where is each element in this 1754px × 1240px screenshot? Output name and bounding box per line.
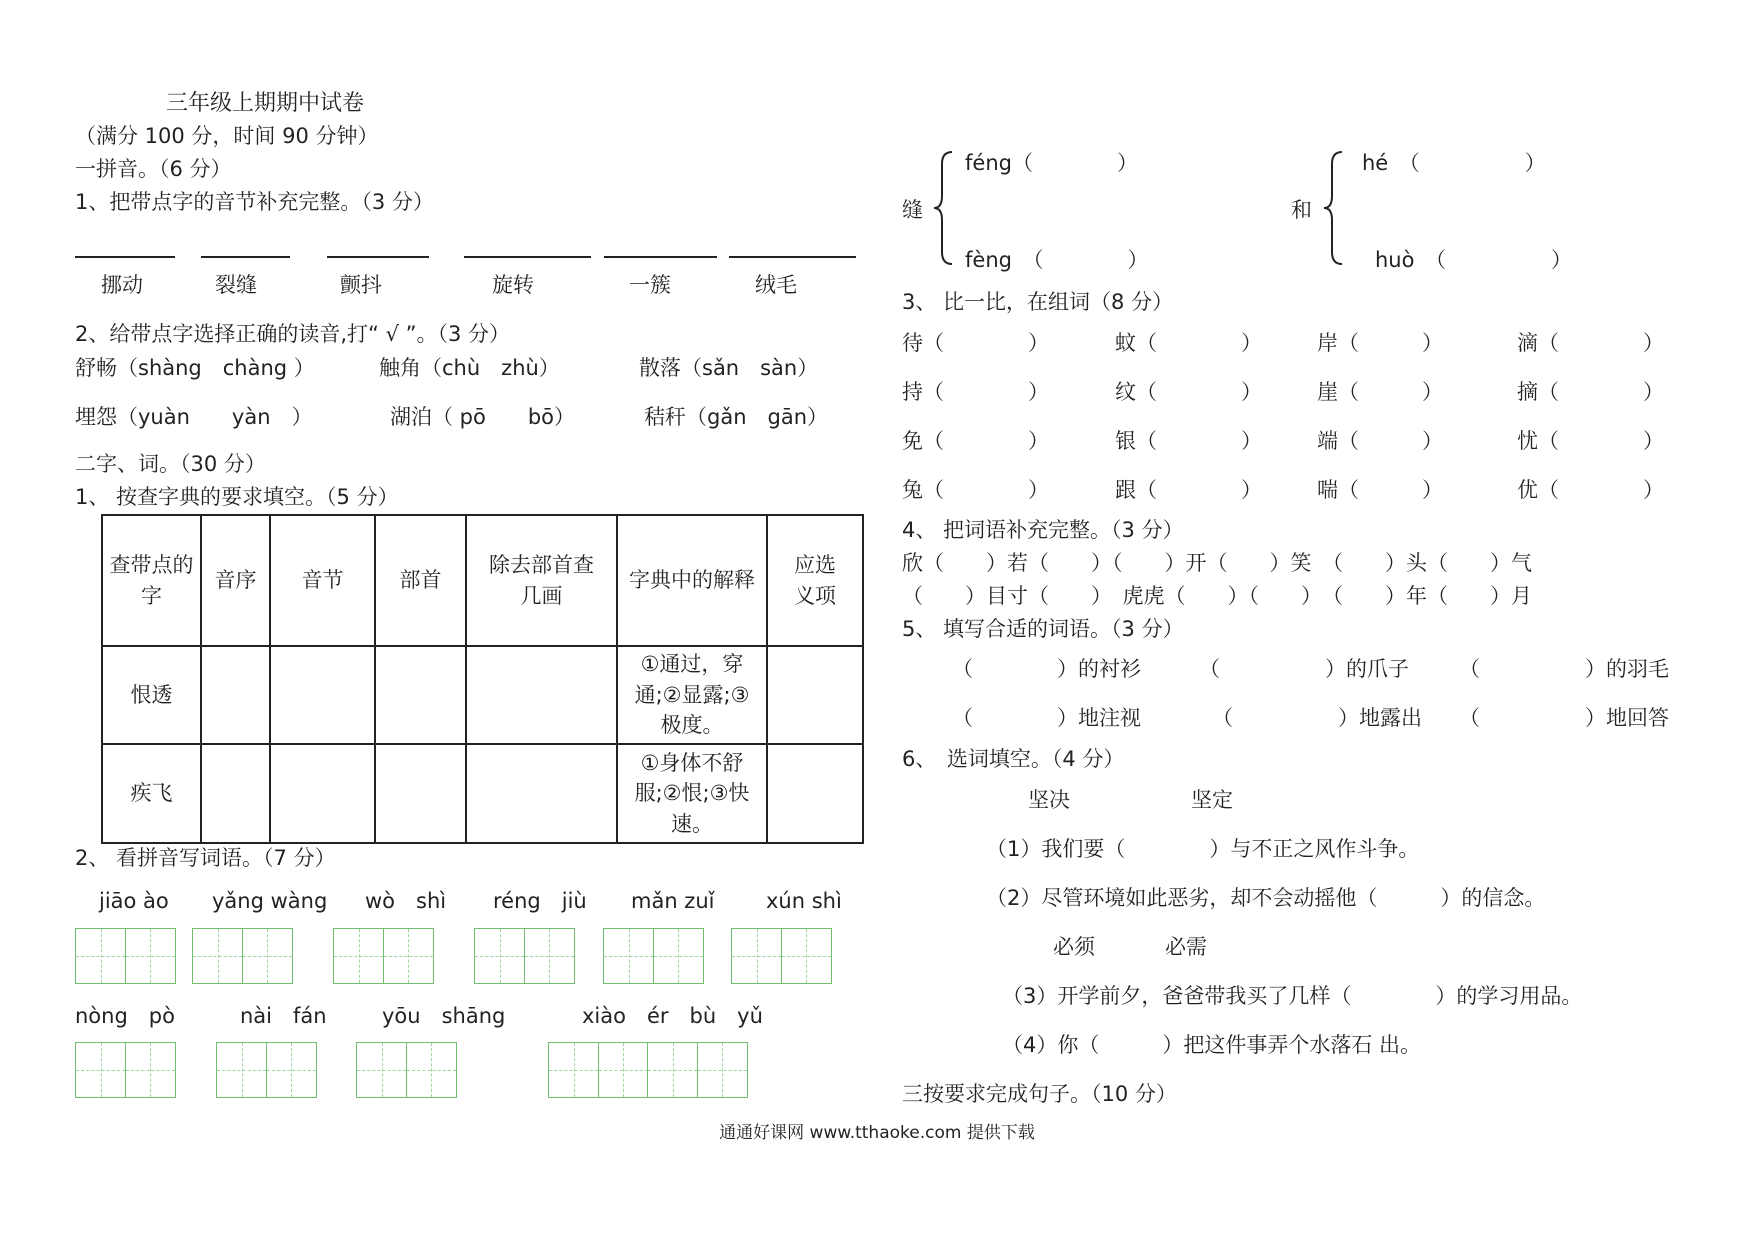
- s2q2-title: 2、 看拼音写词语。（7 分）: [75, 846, 336, 870]
- q5-item[interactable]: （ ）地露出: [1212, 706, 1422, 730]
- writing-grid[interactable]: [731, 928, 832, 984]
- table-cell-input[interactable]: [270, 646, 375, 744]
- q5-title: 5、 填写合适的词语。（3 分）: [902, 617, 1184, 641]
- q5-item[interactable]: （ ）的爪子: [1199, 657, 1409, 681]
- table-cell-input[interactable]: [466, 744, 617, 843]
- compare-item[interactable]: 喘（ ）: [1317, 478, 1443, 502]
- compare-item[interactable]: 待（ ）: [902, 331, 1049, 355]
- q5-item[interactable]: （ ）地回答: [1459, 706, 1669, 730]
- writing-grid[interactable]: [333, 928, 434, 984]
- table-header: 查带点的字: [102, 515, 201, 646]
- poly-pinyin[interactable]: huò （ ）: [1375, 248, 1572, 272]
- q6-word: 坚决: [1028, 788, 1070, 812]
- compare-item[interactable]: 蚊（ ）: [1115, 331, 1262, 355]
- q2-option[interactable]: 触角（chù zhù）: [379, 356, 560, 380]
- q2-option[interactable]: 湖泊（ pō bō）: [390, 405, 576, 429]
- q6-word: 坚定: [1191, 788, 1233, 812]
- left-brace-icon: [1322, 150, 1346, 266]
- poly-char: 和: [1291, 198, 1312, 222]
- compare-item[interactable]: 端（ ）: [1317, 429, 1443, 453]
- section1-heading: 一拼音。（6 分）: [75, 157, 232, 181]
- table-explain: ①身体不舒服;②恨;③快速。: [617, 744, 767, 843]
- q1-word: 一簇: [629, 273, 671, 297]
- compare-item[interactable]: 跟（ ）: [1115, 478, 1262, 502]
- q6-word: 必需: [1165, 935, 1207, 959]
- q1-title: 1、把带点字的音节补充完整。（3 分）: [75, 190, 434, 214]
- q1-word: 裂缝: [215, 273, 257, 297]
- compare-item[interactable]: 纹（ ）: [1115, 380, 1262, 404]
- exam-title: 三年级上期期中试卷: [166, 91, 365, 116]
- q6-title: 6、 选词填空。（4 分）: [902, 747, 1125, 771]
- table-header: 部首: [375, 515, 466, 646]
- writing-grid[interactable]: [75, 1042, 176, 1098]
- q6-sentence[interactable]: （2）尽管环境如此恶劣，却不会动摇他（ ）的信念。: [986, 886, 1546, 910]
- s2q1-title: 1、 按查字典的要求填空。（5 分）: [75, 485, 399, 509]
- footer-credit: 通通好课网 www.tthaoke.com 提供下载: [719, 1123, 1035, 1143]
- table-row: [102, 744, 863, 843]
- q1-word: 颤抖: [340, 273, 382, 297]
- table-cell-input[interactable]: [270, 744, 375, 843]
- writing-grid[interactable]: [75, 928, 176, 984]
- pinyin-label: nòng pò: [75, 1004, 175, 1028]
- table-header: 应选义项: [767, 515, 863, 646]
- table-cell-input[interactable]: [375, 646, 466, 744]
- q4-title: 4、 把词语补充完整。（3 分）: [902, 518, 1184, 542]
- q4-line[interactable]: （ ）目寸（ ） 虎虎（ ）（ ） （ ）年（ ）月: [902, 584, 1532, 608]
- compare-item[interactable]: 滴（ ）: [1517, 331, 1664, 355]
- q3-title: 3、 比一比，在组词（8 分）: [902, 290, 1174, 314]
- compare-item[interactable]: 忧（ ）: [1517, 429, 1664, 453]
- table-cell-input[interactable]: [767, 646, 863, 744]
- table-word: 恨透: [102, 646, 201, 744]
- answer-line[interactable]: [604, 256, 717, 258]
- compare-item[interactable]: 免（ ）: [902, 429, 1049, 453]
- table-header: 除去部首查几画: [466, 515, 617, 646]
- q2-title: 2、给带点字选择正确的读音,打“ √ ”。（3 分）: [75, 322, 511, 346]
- table-cell-input[interactable]: [375, 744, 466, 843]
- writing-grid[interactable]: [603, 928, 704, 984]
- q6-sentence[interactable]: （3）开学前夕，爸爸带我买了几样（ ）的学习用品。: [1002, 984, 1583, 1008]
- left-brace-icon: [932, 150, 956, 266]
- table-cell-input[interactable]: [201, 646, 270, 744]
- table-row: [102, 646, 863, 744]
- compare-item[interactable]: 兔（ ）: [902, 478, 1049, 502]
- q4-line[interactable]: 欣（ ）若（ ）（ ）开（ ）笑 （ ）头（ ）气: [902, 551, 1532, 575]
- writing-grid[interactable]: [474, 928, 575, 984]
- compare-item[interactable]: 岸（ ）: [1317, 331, 1443, 355]
- pinyin-label: yǎng wàng: [212, 889, 328, 913]
- table-cell-input[interactable]: [201, 744, 270, 843]
- pinyin-label: xiào ér bù yǔ: [582, 1004, 763, 1028]
- pinyin-label: nài fán: [240, 1004, 327, 1028]
- section3-heading: 三按要求完成句子。（10 分）: [902, 1082, 1177, 1106]
- compare-item[interactable]: 摘（ ）: [1517, 380, 1664, 404]
- q6-sentence[interactable]: （1）我们要（ ）与不正之风作斗争。: [986, 837, 1420, 861]
- pinyin-label: yōu shāng: [382, 1004, 506, 1028]
- q5-item[interactable]: （ ）的羽毛: [1459, 657, 1669, 681]
- q5-item[interactable]: （ ）的衬衫: [952, 657, 1141, 681]
- compare-item[interactable]: 银（ ）: [1115, 429, 1262, 453]
- table-word: 疾飞: [102, 744, 201, 843]
- pinyin-label: réng jiù: [493, 889, 587, 913]
- table-explain: ①通过，穿通;②显露;③极度。: [617, 646, 767, 744]
- q1-word: 旋转: [492, 273, 534, 297]
- exam-subtitle: （满分 100 分，时间 90 分钟）: [75, 124, 379, 148]
- writing-grid[interactable]: [216, 1042, 317, 1098]
- compare-item[interactable]: 优（ ）: [1517, 478, 1664, 502]
- writing-grid[interactable]: [356, 1042, 457, 1098]
- pinyin-label: wò shì: [365, 889, 447, 913]
- answer-line[interactable]: [464, 256, 591, 258]
- q5-item[interactable]: （ ）地注视: [952, 706, 1141, 730]
- pinyin-label: xún shì: [766, 889, 842, 913]
- compare-item[interactable]: 持（ ）: [902, 380, 1049, 404]
- table-header: 字典中的解释: [617, 515, 767, 646]
- writing-grid[interactable]: [548, 1042, 748, 1098]
- table-header: 音序: [201, 515, 270, 646]
- poly-pinyin[interactable]: hé （ ）: [1362, 151, 1546, 175]
- q2-option[interactable]: 秸秆（gǎn gān）: [644, 405, 829, 429]
- pinyin-label: mǎn zuǐ: [631, 889, 715, 913]
- q6-word: 必须: [1053, 935, 1095, 959]
- answer-line[interactable]: [729, 256, 856, 258]
- section2-heading: 二字、词。（30 分）: [75, 452, 266, 476]
- q2-option[interactable]: 舒畅（shàng chàng ）: [75, 356, 315, 380]
- poly-pinyin[interactable]: fèng （ ）: [965, 248, 1149, 272]
- poly-char: 缝: [902, 198, 923, 222]
- pinyin-label: jiāo ào: [99, 889, 169, 913]
- writing-grid[interactable]: [192, 928, 293, 984]
- dictionary-table: [101, 514, 864, 844]
- q1-word: 绒毛: [755, 273, 797, 297]
- q2-option[interactable]: 散落（sǎn sàn）: [639, 356, 819, 380]
- table-header: 音节: [270, 515, 375, 646]
- q6-sentence[interactable]: （4）你（ ）把这件事弄个水落石 出。: [1002, 1033, 1422, 1057]
- table-cell-input[interactable]: [767, 744, 863, 843]
- answer-line[interactable]: [327, 256, 429, 258]
- compare-item[interactable]: 崖（ ）: [1317, 380, 1443, 404]
- q1-word: 挪动: [101, 273, 143, 297]
- poly-pinyin[interactable]: féng（ ）: [965, 151, 1138, 175]
- answer-line[interactable]: [201, 256, 290, 258]
- q2-option[interactable]: 埋怨（yuàn yàn ）: [75, 405, 313, 429]
- table-cell-input[interactable]: [466, 646, 617, 744]
- answer-line[interactable]: [75, 256, 175, 258]
